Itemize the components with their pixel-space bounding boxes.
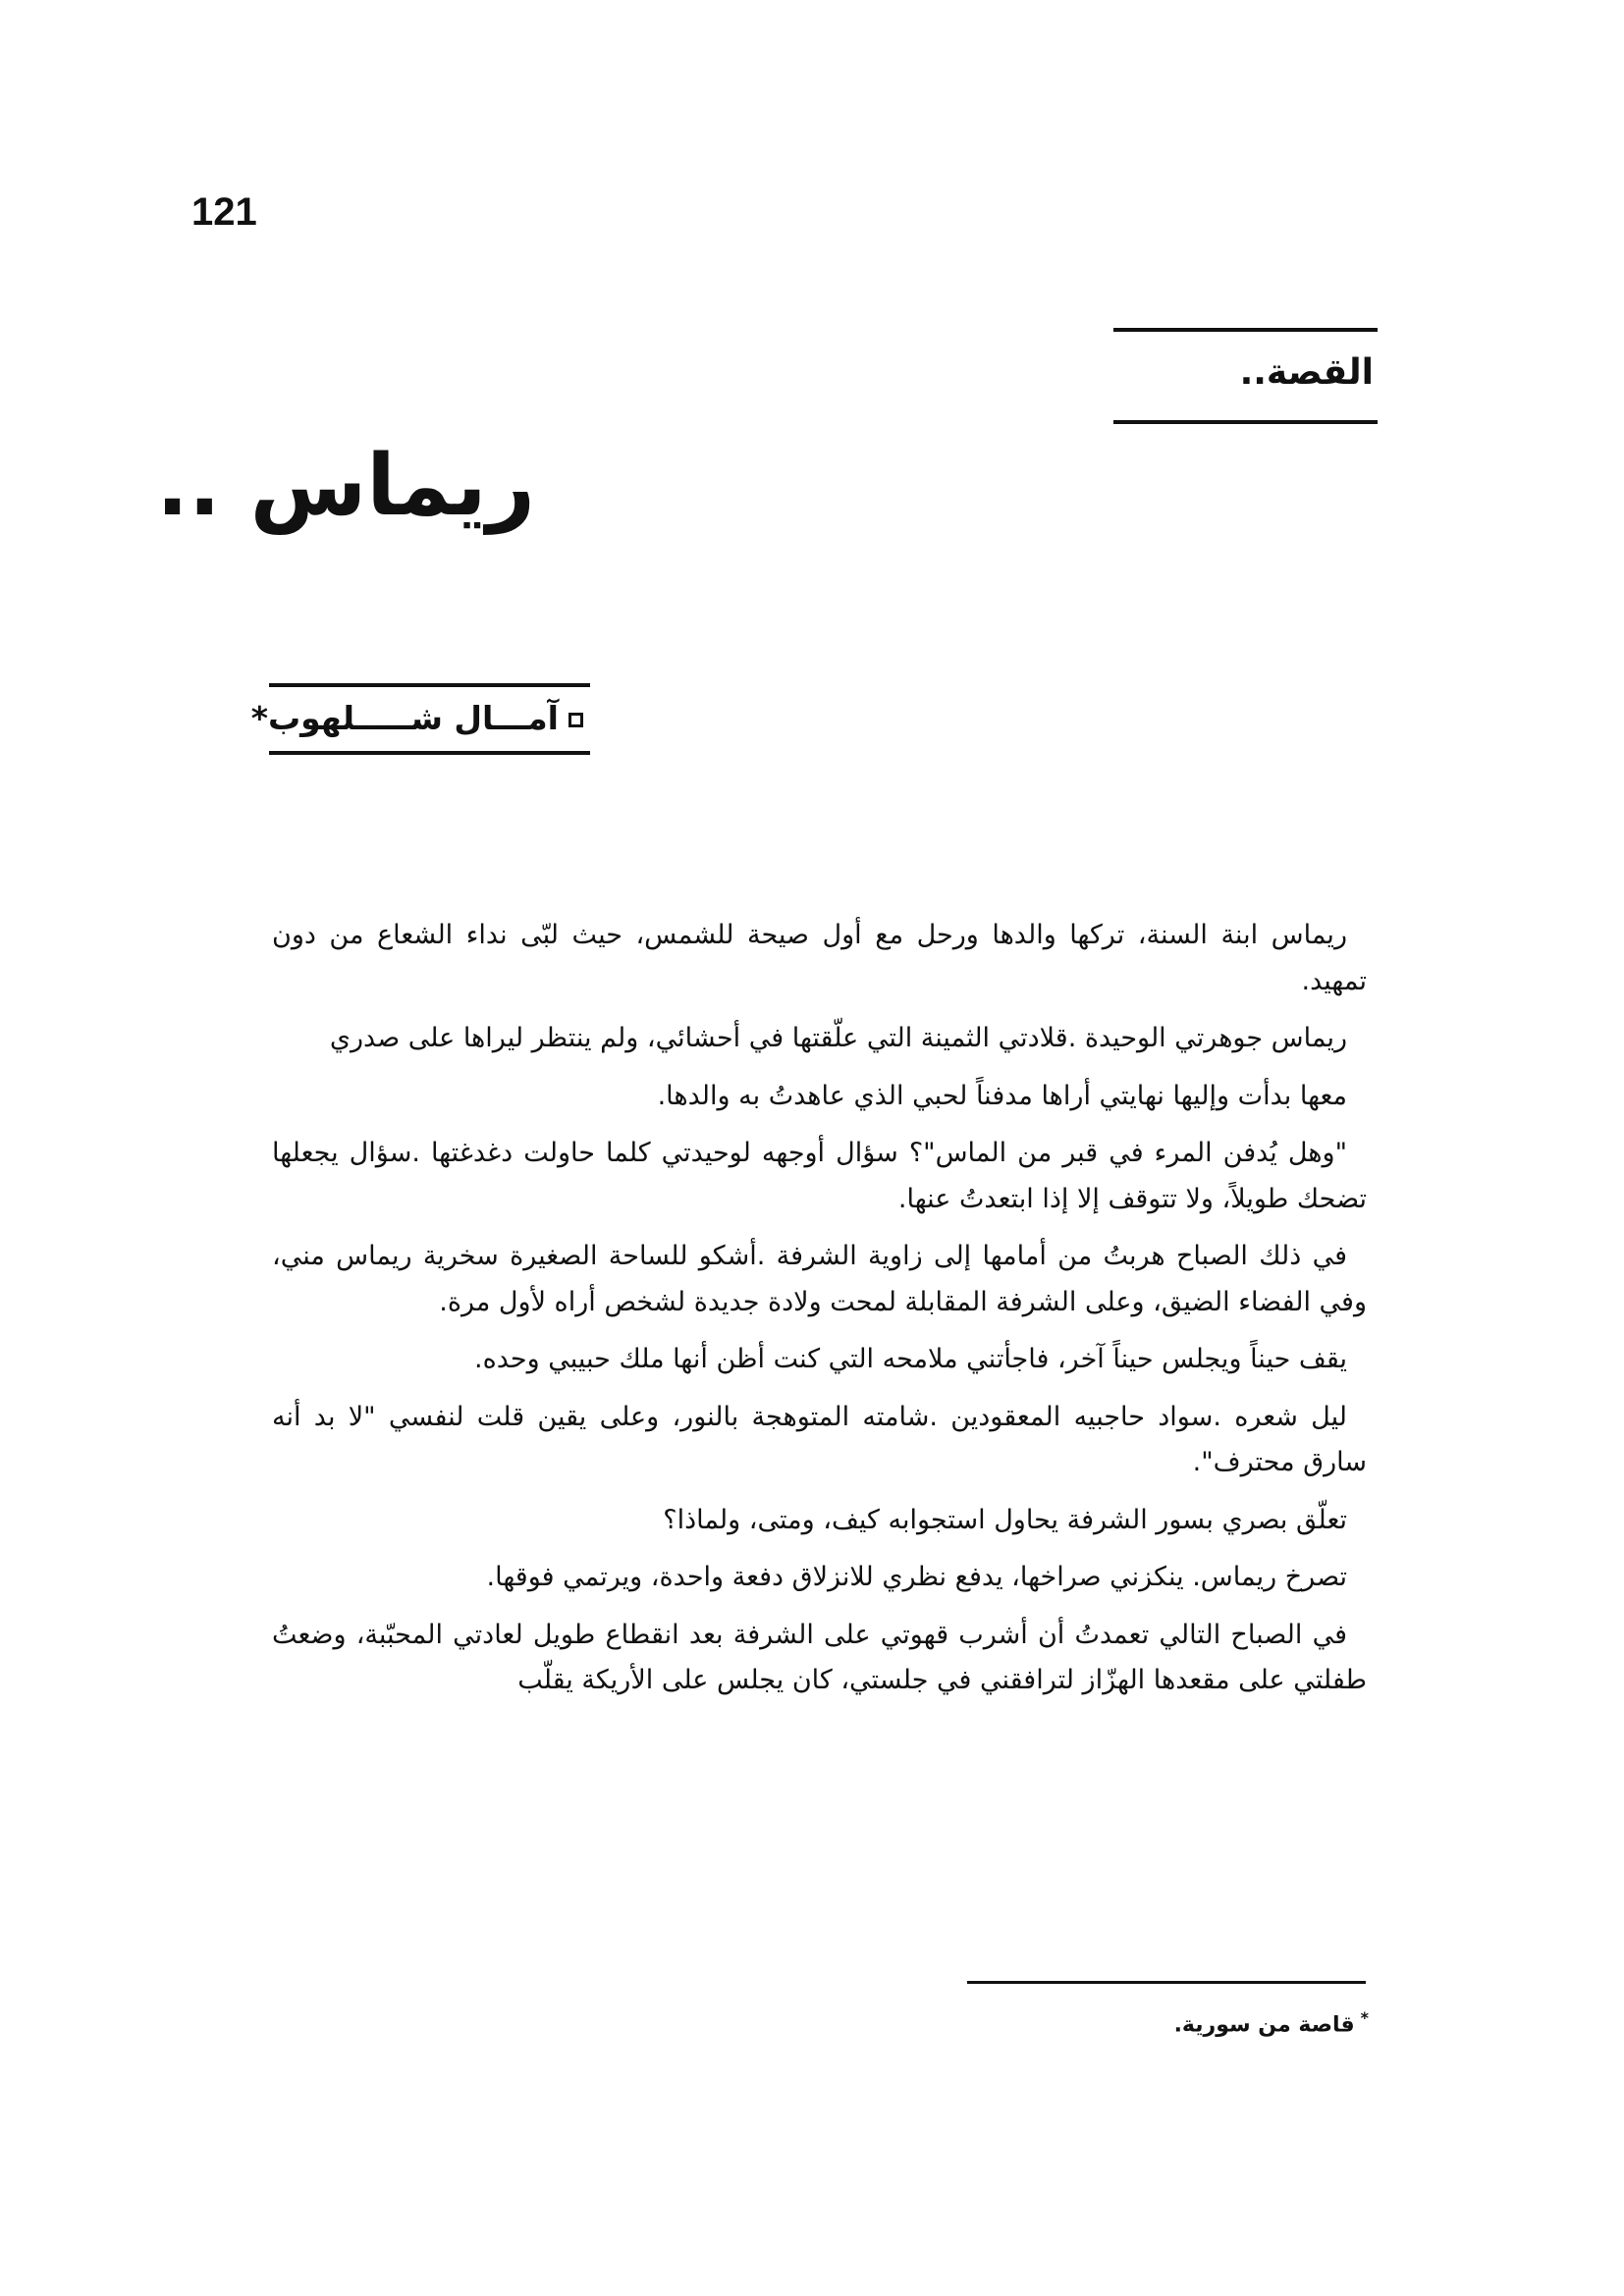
author-rule-top [269,683,590,687]
author-rule-bottom [269,751,590,755]
page-number: 121 [191,190,257,234]
footnote-rule [967,1981,1366,1984]
paragraph: في ذلك الصباح هربتُ من أمامها إلى زاوية الشرفة .أشكو للساحة الصغيرة سخرية ريماس مني، وفي الفضاء الضيق، وعلى الشرفة المقابلة لمحت ولادة جديدة لشخص أراه لأول مرة. [272,1241,1367,1317]
author-name: آمـــال شـــــلهوب* [250,699,559,737]
square-bullet-icon [568,713,583,727]
paragraph: في الصباح التالي تعمدتُ أن أشرب قهوتي على الشرفة بعد انقطاع طويل لعادتي المحبّبة، وضعتُ طفلتي على مقعدها الهزّاز لترافقني في جلستي، كان يجلس على الأريكة يقلّب [272,1619,1367,1695]
paragraph: ريماس جوهرتي الوحيدة .قلادتي الثمينة التي علّقتها في أحشائي، ولم ينتظر ليراها على صدري [329,1023,1347,1053]
section-rule-bottom [1113,420,1378,424]
paragraph: "وهل يُدفن المرء في قبر من الماس"؟ سؤال أوجهه لوحيدتي كلما حاولت دغدغتها .سؤال يجعلها تضحك طويلاً، ولا تتوقف إلا إذا ابتعدتُ عنها. [272,1138,1367,1214]
section-rule-top [1113,328,1378,332]
paragraph: تصرخ ريماس. ينكزني صراخها، يدفع نظري للانزلاق دفعة واحدة، ويرتمي فوقها. [486,1562,1347,1592]
story-body [272,913,1367,1716]
section-label: القصة.. [1239,352,1374,393]
paragraph: يقف حيناً ويجلس حيناً آخر، فاجأتني ملامحه التي كنت أظن أنها ملك حبيبي وحده. [474,1344,1347,1374]
author-byline [250,699,583,738]
story-title: ريماس .. [156,437,535,535]
footnote-asterisk: * [1360,2008,1369,2027]
paragraph: ليل شعره .سواد حاجبيه المعقودين .شامته المتوهجة بالنور، وعلى يقين قلت لنفسي "لا بد أنه سارق محترف". [272,1401,1367,1477]
footnote-text: قاصة من سورية. [1173,2012,1355,2038]
footnote [1174,2008,1369,2039]
paragraph: ريماس ابنة السنة، تركها والدها ورحل مع أول صيحة للشمس، حيث لبّى نداء الشعاع من دون تمهيد. [272,920,1367,996]
paragraph: معها بدأت وإليها نهايتي أراها مدفناً لحبي الذي عاهدتُ به والدها. [657,1080,1347,1111]
paragraph: تعلّق بصري بسور الشرفة يحاول استجوابه كيف، ومتى، ولماذا؟ [663,1504,1347,1535]
